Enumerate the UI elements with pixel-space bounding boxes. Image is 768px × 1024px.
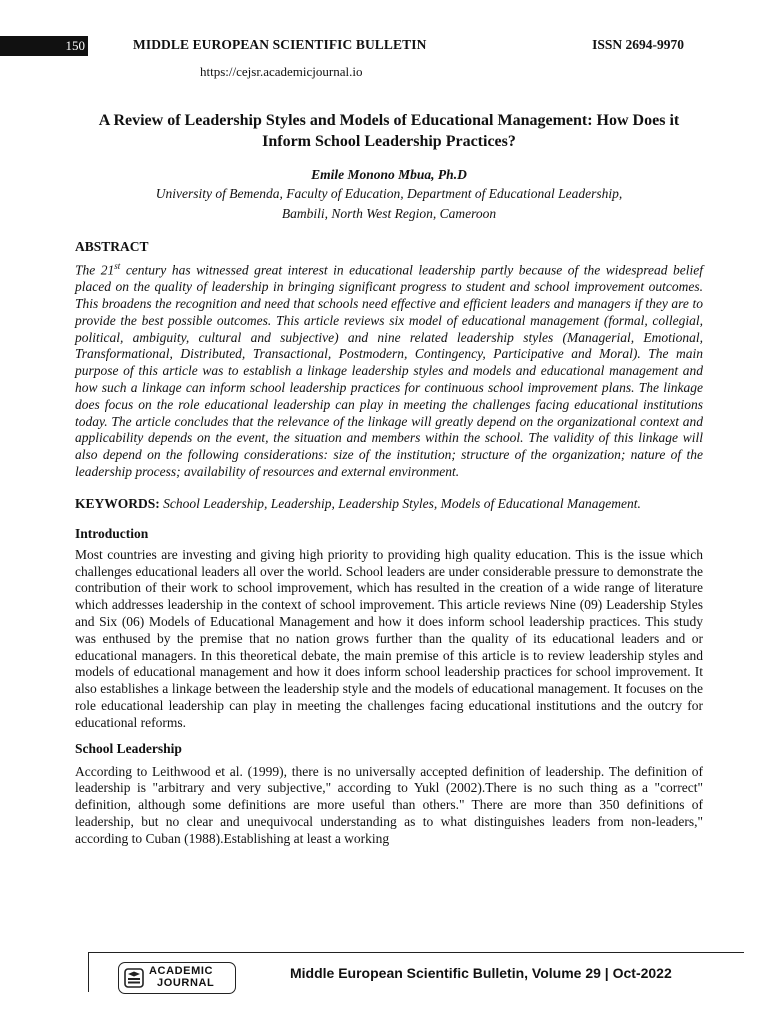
issn-label: ISSN 2694-9970 bbox=[592, 37, 684, 52]
article-body bbox=[75, 110, 703, 848]
keywords bbox=[75, 495, 703, 512]
journal-url-link[interactable]: https://cejsr.academicjournal.io bbox=[200, 64, 363, 79]
footer-divider bbox=[88, 952, 744, 953]
affiliation-line-2: Bambili, North West Region, Cameroon bbox=[281, 206, 497, 221]
abstract-pre: The 21 bbox=[75, 262, 115, 278]
page-number: 150 bbox=[0, 36, 88, 56]
introduction-text: Most countries are investing and giving high priority to providing high quality education. This is the issue which challenges educational leaders all over the world. School leaders are under considerable pressure to demonstrate the contribution of their work to school improvement, which has resulted in the creation of a wide range of literature which addresses leadership in the context of school improvement. This article reviews Nine (09) Leadership Styles and Six (06) Models of Educational Management and how it does inform school leadership practices. This study was enthused by the premise that no nation grows further than the quality of its educational leaders and or educational managers. In this theoretical debate, the main premise of this article is to review leadership styles and models of educational management and how it does inform school leadership practices for school improvement. It also establishes a linkage between the leadership style and the models of educational management. It focuses on the role educational leadership can play in meeting the challenges facing educational institutions and the outcry for educational reforms. bbox=[75, 546, 703, 730]
logo-text-line-2: JOURNAL bbox=[157, 977, 215, 989]
introduction-heading: Introduction bbox=[75, 525, 149, 541]
journal-title: MIDDLE EUROPEAN SCIENTIFIC BULLETIN bbox=[133, 37, 427, 52]
abstract-body: century has witnessed great interest in educational leadership partly because of the widespread belief placed on the quality of leadership in bringing significant progress to student and school improvement outcomes. This broadens the recognition and need that schools need effective and efficient leaders and managers if they are to provide the best possible outcomes. This article reviews six model of educational management (formal, collegial, political, ambiguity, cultural and subjective) and nine related leadership styles (Managerial, Emotional, Transformational, Distributed, Transactional, Postmodern, Contingency, Participative and Moral). The main purpose of this article was to establish a linkage leadership styles and models and educational management and how such a linkage can inform school leadership practices for continuous school improvement plans. The linkage does focus on the role educational leadership can play in meeting the challenges facing educational institutions today. The article concludes that the relevance of the linkage will greatly depend on the organizational context and applicability depends on the event, the situation and members within the school. The validity of this linkage will also depend on the following considerations: size of the institution; structure of the organization; nature of the leadership process; availability of resources and external environment. bbox=[75, 262, 704, 480]
keywords-label: KEYWORDS: bbox=[75, 495, 160, 511]
academic-journal-logo bbox=[118, 962, 236, 994]
footer-vertical-divider bbox=[88, 952, 89, 992]
abstract-text bbox=[75, 258, 703, 481]
journal-logo-icon bbox=[124, 968, 144, 988]
school-leadership-heading: School Leadership bbox=[75, 740, 182, 756]
school-leadership-text: According to Leithwood et al. (1999), there is no universally accepted definition of leadership. The definition of leadership is "arbitrary and very subjective," according to Yukl (2002).There is no such thing as a "correct" definition, although some definitions are more useful than others." There are more than 350 definitions of leadership, but no clear and unequivocal understanding as to what distinguishes leaders from non-leaders," according to Cuban (1988).Establishing at least a working bbox=[75, 763, 703, 846]
logo-text-line-1: ACADEMIC bbox=[149, 965, 214, 977]
footer-citation: Middle European Scientific Bulletin, Volume 29 | Oct-2022 bbox=[290, 965, 672, 981]
keywords-text: School Leadership, Leadership, Leadership Styles, Models of Educational Management. bbox=[159, 495, 641, 511]
abstract-superscript: st bbox=[114, 261, 121, 271]
article-title: A Review of Leadership Styles and Models of Educational Management: How Does it Inform School Leadership Practices? bbox=[98, 112, 680, 150]
abstract-heading: ABSTRACT bbox=[75, 239, 149, 254]
author-name: Emile Monono Mbua, Ph.D bbox=[311, 167, 467, 182]
affiliation-line-1: University of Bemenda, Faculty of Education, Department of Educational Leadership, bbox=[155, 186, 623, 201]
